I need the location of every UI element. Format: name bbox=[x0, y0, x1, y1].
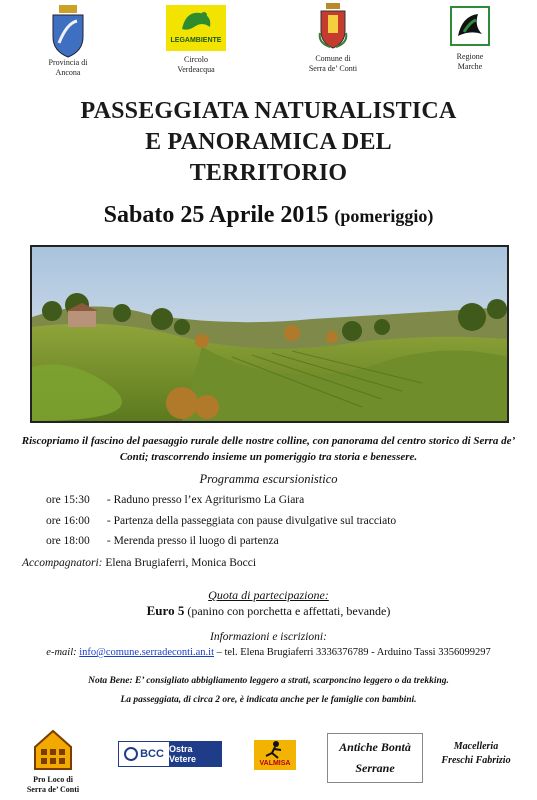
guides-names: Elena Brugiaferri, Monica Bocci bbox=[105, 557, 257, 569]
guides-line bbox=[22, 557, 256, 569]
intro-text: Riscopriamo il fascino del paesaggio rurale delle nostre colline, con panorama del centro storico di Serra de’ Conti; trascorrendo insieme un pomeriggio tra storia e benessere. bbox=[21, 435, 516, 463]
fee-line bbox=[0, 603, 537, 619]
cigno-verde-icon bbox=[166, 5, 226, 37]
program-text: - Partenza della passeggiata con pause divulgative sul tracciato bbox=[106, 515, 397, 527]
program-item bbox=[46, 494, 304, 506]
fee-detail: (panino con porchetta e affettati, bevande) bbox=[187, 604, 391, 618]
logo-caption-provincia: Provincia di Ancona bbox=[48, 58, 88, 77]
legambiente-label: LEGAMBIENTE bbox=[170, 37, 222, 44]
program-title: Programma escursionistico bbox=[199, 472, 338, 486]
antiche-bonta-line2: Serrane bbox=[355, 761, 395, 775]
bcc-mark bbox=[119, 742, 169, 766]
logo-regione-marche bbox=[450, 6, 490, 46]
program-item bbox=[46, 515, 396, 527]
antiche-bonta-line1: Antiche Bontà bbox=[339, 740, 411, 754]
guides-label: Accompagnatori: bbox=[22, 557, 103, 569]
macelleria-line1: Macelleria bbox=[453, 741, 499, 752]
program-time: ore 16:00 bbox=[46, 515, 90, 527]
email-link[interactable]: info@comune.serradeconti.an.it bbox=[79, 647, 214, 658]
proloco-house-icon bbox=[33, 729, 73, 771]
landscape-photo bbox=[30, 245, 509, 423]
program-item bbox=[46, 535, 279, 547]
provincia-crest-icon bbox=[45, 3, 91, 59]
bcc-label: BCC bbox=[140, 748, 164, 760]
valmisa-logo bbox=[254, 740, 296, 770]
email-label: e-mail: bbox=[46, 647, 77, 658]
note-families: La passeggiata, di circa 2 ore, è indicata anche per le famiglie con bambini. bbox=[120, 695, 417, 705]
event-date bbox=[0, 202, 537, 229]
ostra-vetere-label: Ostra Vetere bbox=[169, 742, 221, 766]
title-line-1: PASSEGGIATA NATURALISTICA bbox=[80, 98, 457, 124]
macelleria-line2: Freschi Fabrizio bbox=[441, 755, 511, 766]
logo-provincia-ancona bbox=[45, 3, 91, 59]
comune-crest-icon bbox=[318, 3, 348, 49]
event-date-sub: (pomeriggio) bbox=[334, 206, 434, 226]
proloco-logo bbox=[33, 729, 73, 771]
countryside-landscape-image bbox=[32, 247, 507, 421]
logo-caption-regione: Regione Marche bbox=[456, 52, 484, 71]
fee-label: Quota di partecipazione: bbox=[208, 588, 329, 602]
bcc-logo bbox=[118, 741, 222, 767]
phone-numbers: – tel. Elena Brugiaferri 3336376789 - Arduino Tassi 3356099297 bbox=[216, 647, 491, 658]
proloco-caption: Pro Loco di Serra de’ Conti bbox=[26, 775, 80, 794]
info-label: Informazioni e iscrizioni: bbox=[210, 631, 327, 643]
program-time: ore 18:00 bbox=[46, 535, 90, 547]
logo-caption-circolo: Circolo Verdeacqua bbox=[177, 55, 215, 74]
program-text: - Raduno presso l’ex Agriturismo La Giara bbox=[106, 494, 305, 506]
marche-emblem-icon bbox=[452, 8, 488, 44]
logo-caption-comune: Comune di Serra de’ Conti bbox=[308, 54, 358, 73]
contact-line bbox=[0, 647, 537, 658]
title-line-3: TERRITORIO bbox=[189, 160, 348, 186]
bcc-logo-icon bbox=[124, 747, 138, 761]
logo-legambiente bbox=[166, 5, 226, 51]
event-date-main: Sabato 25 Aprile 2015 bbox=[103, 202, 329, 228]
valmisa-label: VALMISA bbox=[259, 760, 291, 767]
runner-icon bbox=[254, 740, 296, 760]
macelleria-logo bbox=[430, 740, 522, 768]
note-clothing: Nota Bene: E’ consigliato abbigliamento leggero a strati, scarponcino leggero o da trekking. bbox=[88, 676, 449, 686]
program-text: - Merenda presso il luogo di partenza bbox=[106, 535, 279, 547]
title-line-2: E PANORAMICA DEL bbox=[145, 129, 392, 155]
fee-amount: Euro 5 bbox=[146, 603, 185, 618]
program-time: ore 15:30 bbox=[46, 494, 90, 506]
logo-comune-serra bbox=[318, 3, 348, 49]
antiche-bonta-logo bbox=[327, 733, 423, 783]
